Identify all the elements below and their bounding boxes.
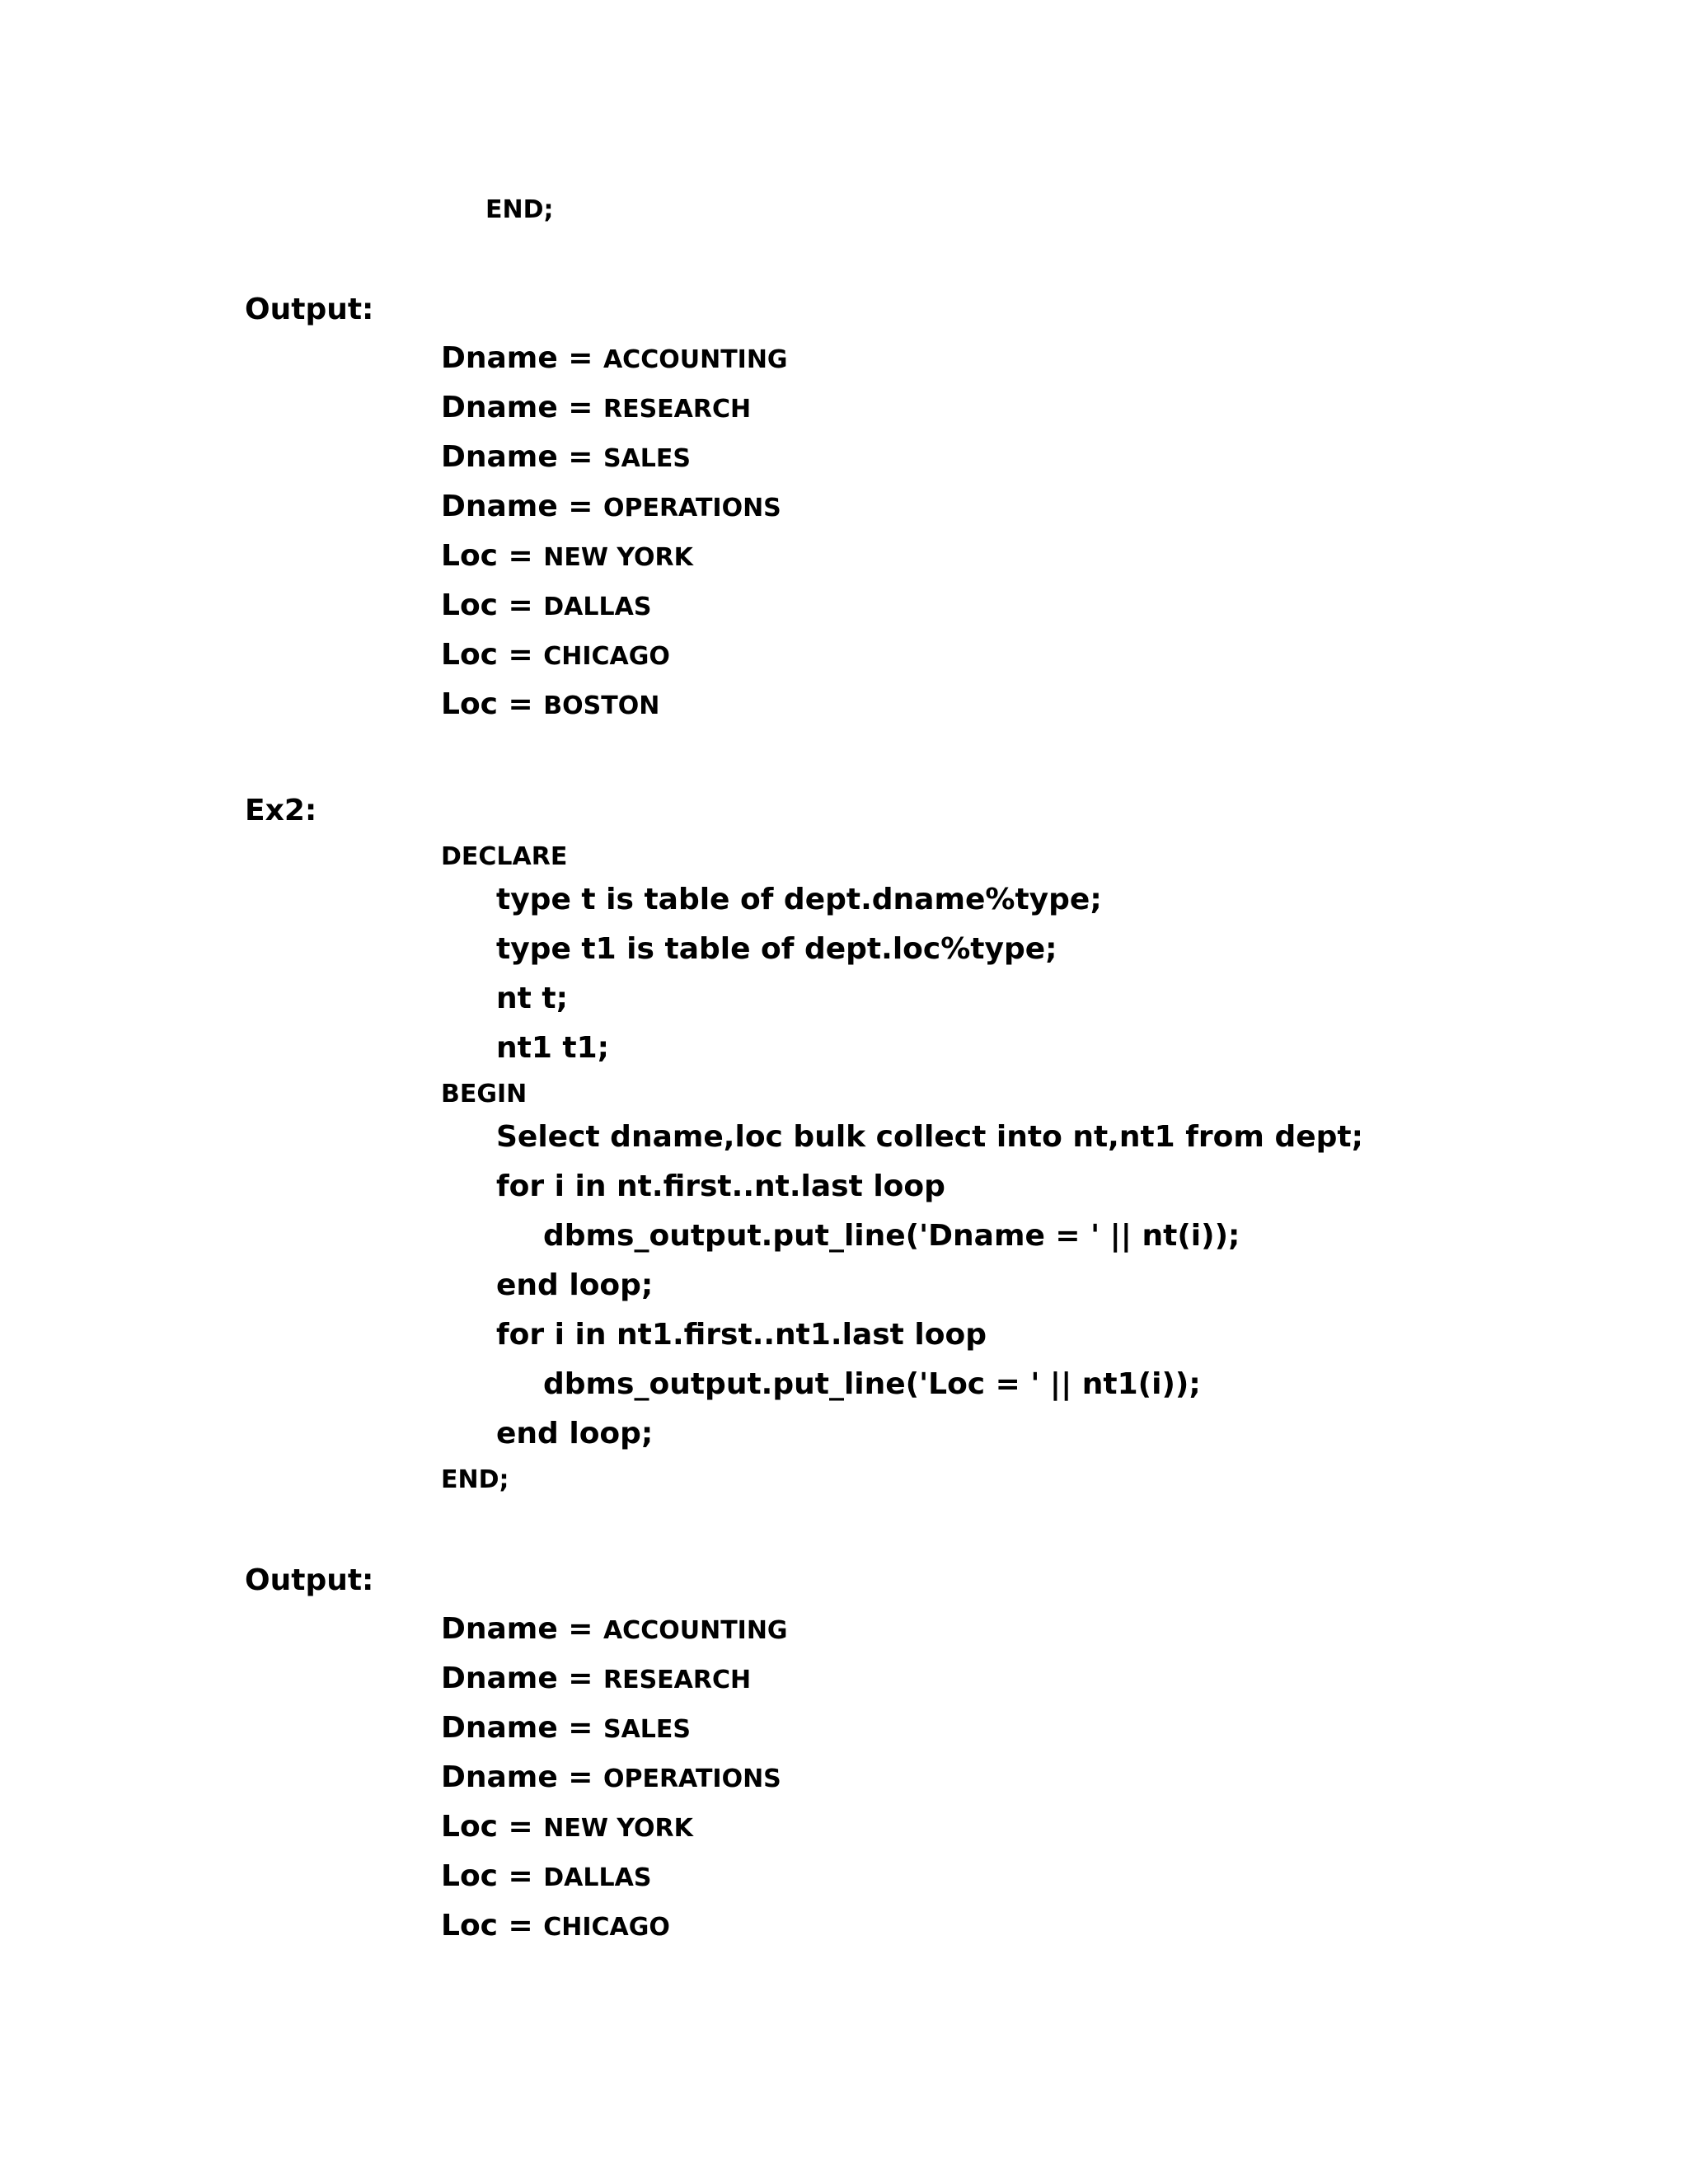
output-value: ACCOUNTING: [603, 1616, 788, 1645]
output2-line: [441, 1661, 752, 1695]
ex2-heading: Ex2:: [245, 794, 317, 827]
output-value: RESEARCH: [603, 395, 752, 424]
output-value: SALES: [603, 444, 692, 473]
output-key: Loc =: [441, 638, 544, 672]
output2-line: [441, 1713, 691, 1743]
output1-line: [441, 588, 652, 622]
output2-line: [441, 1859, 652, 1893]
code-line: type t1 is table of dept.loc%type;: [496, 932, 1057, 966]
output1-line: [441, 341, 788, 375]
end-keyword-top: END;: [485, 195, 554, 224]
code-line: dbms_output.put_line('Loc = ' || nt1(i));: [543, 1367, 1201, 1401]
output-value: OPERATIONS: [603, 494, 781, 523]
code-line: for i in nt1.first..nt1.last loop: [496, 1318, 987, 1352]
output2-line: [441, 1760, 781, 1794]
output2-line: [441, 1911, 670, 1941]
output-key: Loc =: [441, 687, 544, 721]
output2-line: [441, 1612, 788, 1646]
output1-line: [441, 541, 693, 571]
output-value: ACCOUNTING: [603, 345, 788, 374]
output-value: RESEARCH: [603, 1666, 752, 1694]
code-line: end loop;: [496, 1417, 654, 1451]
output-heading-1: Output:: [245, 293, 374, 326]
output-key: Dname =: [441, 490, 603, 523]
output-key: Dname =: [441, 440, 603, 474]
output-key: Dname =: [441, 1711, 603, 1745]
output-key: Loc =: [441, 1909, 544, 1943]
output-key: Loc =: [441, 1810, 544, 1844]
output-value: CHICAGO: [543, 1913, 670, 1942]
code-line: for i in nt.first..nt.last loop: [496, 1169, 945, 1203]
output-key: Dname =: [441, 341, 603, 375]
output-key: Loc =: [441, 588, 544, 622]
output-value: DALLAS: [543, 1863, 652, 1892]
output1-line: [441, 440, 692, 474]
output-key: Dname =: [441, 1661, 603, 1695]
output-value: DALLAS: [543, 593, 652, 621]
output-key: Dname =: [441, 391, 603, 424]
output1-line: [441, 687, 660, 721]
output-value: BOSTON: [543, 691, 660, 720]
code-line: dbms_output.put_line('Dname = ' || nt(i));: [543, 1219, 1240, 1253]
output-value: OPERATIONS: [603, 1765, 781, 1793]
output-value: SALES: [603, 1715, 692, 1744]
output1-line: [441, 492, 781, 522]
output-heading-2: Output:: [245, 1563, 374, 1597]
output-key: Loc =: [441, 1859, 544, 1893]
output-key: Dname =: [441, 1760, 603, 1794]
end-keyword: END;: [441, 1465, 509, 1494]
code-line: end loop;: [496, 1268, 654, 1302]
declare-keyword: DECLARE: [441, 842, 568, 871]
output-key: Loc =: [441, 539, 544, 573]
output-value: CHICAGO: [543, 642, 670, 671]
output2-line: [441, 1812, 693, 1842]
output1-line: [441, 640, 670, 670]
output-value: NEW YORK: [543, 1814, 693, 1843]
begin-keyword: BEGIN: [441, 1080, 528, 1108]
output1-line: [441, 393, 751, 423]
code-line: nt t;: [496, 982, 568, 1015]
code-line: Select dname,loc bulk collect into nt,nt1 from dept;: [496, 1120, 1364, 1154]
output-value: NEW YORK: [543, 543, 693, 572]
code-line: nt1 t1;: [496, 1031, 610, 1065]
code-line: type t is table of dept.dname%type;: [496, 883, 1102, 916]
output-key: Dname =: [441, 1612, 603, 1646]
